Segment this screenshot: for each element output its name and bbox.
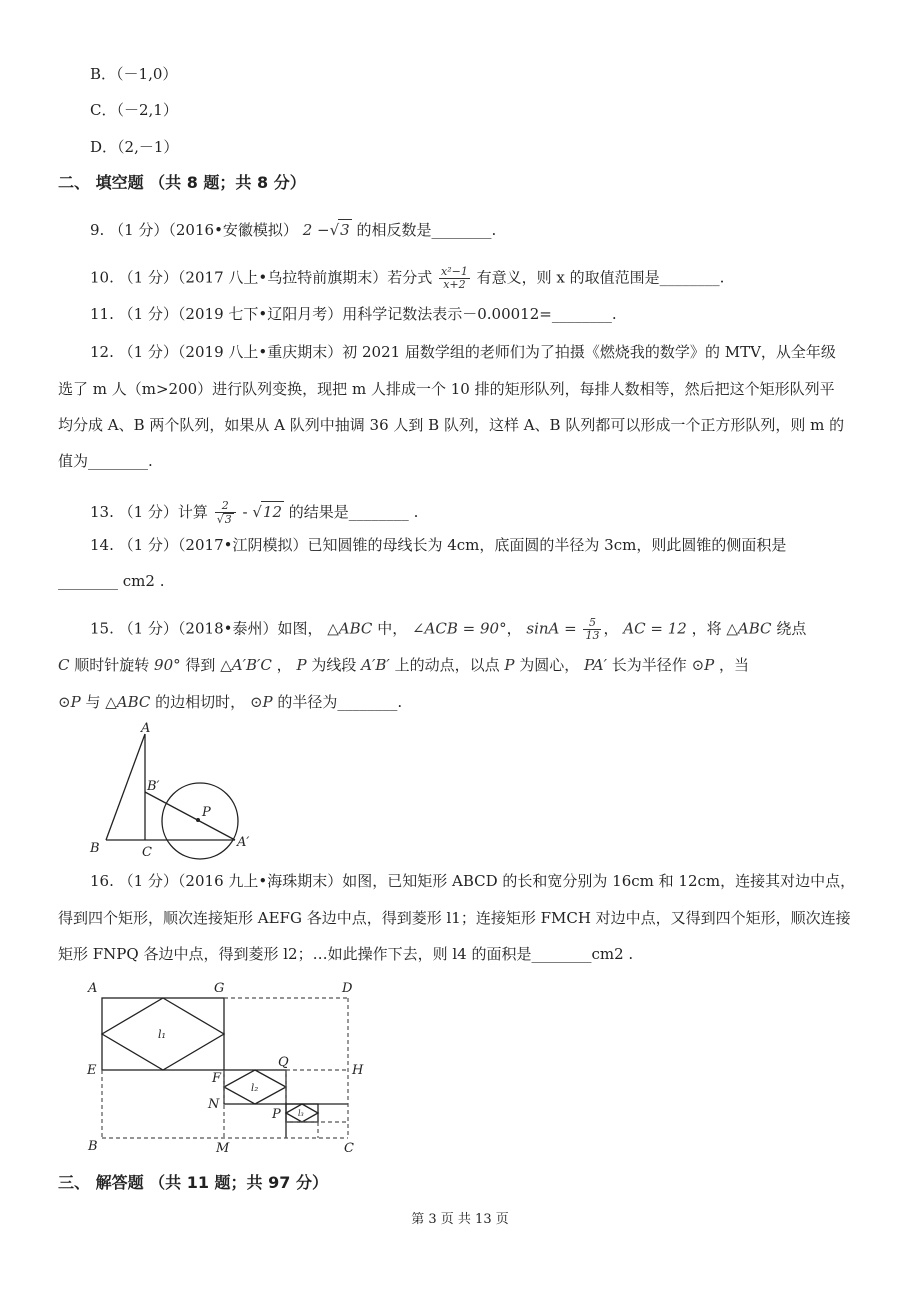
q15-sep-1: ， [506, 619, 522, 638]
fig15-label-a-prime: A′ [237, 835, 250, 850]
q15-l2i: ，当 [719, 656, 750, 674]
question-13 [90, 500, 418, 526]
fig16-label-m: M [216, 1141, 230, 1156]
question-11: 11. （1 分）（2019 七下•辽阳月考）用科学记数法表示－0.00012=________. [90, 305, 617, 323]
q15-circle-2: ⊙P [58, 693, 81, 711]
q15-l2g: 为圆心， [519, 656, 580, 674]
q13-denominator: √3 [216, 513, 232, 526]
fig16-label-n: N [208, 1097, 220, 1112]
q10-numerator: x²−1 [441, 265, 468, 278]
option-d: D．（2,－1） [90, 138, 179, 156]
question-16-line-1: 16. （1 分）（2016 九上•海珠期末）如图，已知矩形 ABCD 的长和宽分别为 16cm 和 12cm，连接其对边中点， [90, 872, 856, 890]
fig16-label-f: F [212, 1071, 222, 1086]
q9-prefix: 9. （1 分）（2016•安徽模拟） [90, 221, 298, 239]
fig16-label-l3: l₃ [298, 1109, 304, 1118]
fig16-label-c: C [344, 1141, 354, 1156]
q15-segment: A′B′ [361, 656, 390, 674]
q15-l1c: ，将 [691, 619, 722, 638]
q10-fraction [439, 266, 470, 291]
question-14-line-1: 14. （1 分）（2017•江阴模拟）已知圆锥的母线长为 4cm，底面圆的半径为 3cm，则此圆锥的侧面积是 [90, 536, 787, 554]
q15-l3d: 的边相切时， [155, 693, 246, 711]
q13-minus: - [242, 503, 253, 521]
section-2-title: 二、 填空题 （共 8 题；共 8 分） [58, 173, 306, 192]
q15-point-p: P [296, 656, 307, 674]
q13-suffix: 的结果是________ . [288, 503, 419, 521]
q15-l2c: 得到 [185, 656, 221, 674]
q15-sin-fraction [583, 617, 601, 642]
q15-sin-denominator: 13 [585, 629, 600, 642]
q13-prefix: 13. （1 分）计算 [90, 503, 208, 521]
section-3-title: 三、 解答题 （共 11 题；共 97 分） [58, 1173, 328, 1192]
q15-sin-numerator: 5 [583, 617, 601, 630]
q15-triangle-3: △A′B′C [220, 656, 272, 674]
q15-l1d: 绕点 [776, 619, 807, 638]
q13-denominator-radicand: 3 [224, 513, 232, 526]
fig16-label-l1: l₁ [158, 1028, 166, 1041]
q15-circle-3: ⊙P [249, 693, 273, 711]
question-16-line-3: 矩形 FNPQ 各边中点，得到菱形 l2；…如此操作下去，则 l4 的面积是________cm2 . [58, 945, 634, 963]
fig16-label-a: A [88, 981, 98, 996]
q10-denominator: x+2 [443, 278, 466, 291]
q15-l3f: 的半径为________. [277, 693, 403, 711]
q13-fraction [215, 500, 236, 526]
fig16-label-d: D [342, 981, 353, 996]
q15-l1a: 15. （1 分）（2018•泰州）如图， [90, 619, 323, 638]
question-10 [90, 266, 724, 291]
q10-suffix: 有意义，则 x 的取值范围是________. [476, 268, 725, 287]
fig16-label-e: E [87, 1063, 97, 1078]
q15-l1b: 中， [377, 619, 408, 638]
q15-triangle-4: △ABC [105, 693, 151, 711]
option-b: B．（－1,0） [90, 65, 178, 83]
question-9 [90, 219, 496, 240]
fig15-label-b: B [90, 841, 100, 856]
q15-l2d: ， [276, 656, 292, 674]
q15-point-c: C [58, 656, 70, 674]
fig16-label-l2: l₂ [251, 1083, 259, 1094]
question-15-line-2 [58, 655, 749, 675]
q15-triangle: △ABC [327, 619, 373, 638]
question-12-line-2: 选了 m 人（m>200）进行队列变换，现把 m 人排成一个 10 排的矩形队列，每排人数相等，然后把这个矩形队列平 [58, 380, 835, 398]
q13-radicand: 12 [262, 503, 283, 521]
q15-l3b: 与 [85, 693, 106, 711]
q9-expr: 2 −√3 [302, 221, 350, 239]
fig15-side-b-prime-a-prime [145, 792, 235, 840]
question-16-line-2: 得到四个矩形，顺次连接矩形 AEFG 各边中点，得到菱形 l1；连接矩形 FMCH 对边中点，又得到四个矩形，顺次连接 [58, 909, 851, 927]
fig15-label-p: P [202, 805, 211, 820]
q15-point-p-2: P [504, 656, 515, 674]
q9-radicand: 3 [340, 221, 350, 239]
q15-l2e: 为线段 [311, 656, 362, 674]
figure-16 [82, 978, 372, 1158]
q15-l2h: 长为半径作 [611, 656, 692, 674]
fig16-label-q: Q [278, 1055, 289, 1070]
question-15-line-3 [58, 692, 402, 712]
fig15-side-ab [106, 734, 145, 840]
q13-sqrt: √12 [252, 503, 283, 521]
q15-sin: sinA = [526, 619, 577, 638]
q15-angle: ∠ACB = 90° [411, 619, 507, 638]
q15-l2f: 上的动点，以点 [394, 656, 505, 674]
fig15-label-b-prime: B′ [147, 779, 160, 794]
fig15-point-p-dot [196, 818, 200, 822]
q15-ac: AC = 12 [623, 619, 687, 638]
question-15-line-1 [90, 617, 806, 642]
q10-prefix: 10. （1 分）（2017 八上•乌拉特前旗期末）若分式 [90, 268, 433, 287]
question-14-line-2: ________ cm2 . [58, 572, 165, 590]
q9-expr-a: 2 − [302, 221, 330, 239]
fig15-label-c: C [142, 845, 152, 860]
fig16-label-h: H [352, 1063, 364, 1078]
page-footer: 第 3 页 共 13 页 [411, 1212, 509, 1227]
fig16-label-b: B [88, 1139, 98, 1154]
fig16-label-p: P [272, 1107, 281, 1122]
q15-sep-2: ， [603, 619, 619, 638]
q15-circle: ⊙P [691, 656, 715, 674]
fig16-label-g: G [214, 981, 225, 996]
q15-pa: PA′ [584, 656, 607, 674]
option-c: C．（－2,1） [90, 101, 178, 119]
figure-15 [80, 722, 280, 862]
question-12-line-3: 均分成 A、B 两个队列，如果从 A 队列中抽调 36 人到 B 队列，这样 A、B 队列都可以形成一个正方形队列，则 m 的 [58, 416, 845, 434]
q15-rotation: 90° [154, 656, 181, 674]
q15-triangle-2: △ABC [726, 619, 772, 638]
q9-suffix: 的相反数是________. [356, 221, 497, 239]
question-12-line-1: 12. （1 分）（2019 八上•重庆期末）初 2021 届数学组的老师们为了拍摄《燃烧我的数学》的 MTV，从全年级 [90, 343, 836, 361]
question-12-line-4: 值为________. [58, 452, 153, 470]
q15-l2b: 顺时针旋转 [74, 656, 155, 674]
q13-numerator: 2 [215, 500, 236, 513]
fig15-label-a: A [141, 722, 151, 736]
